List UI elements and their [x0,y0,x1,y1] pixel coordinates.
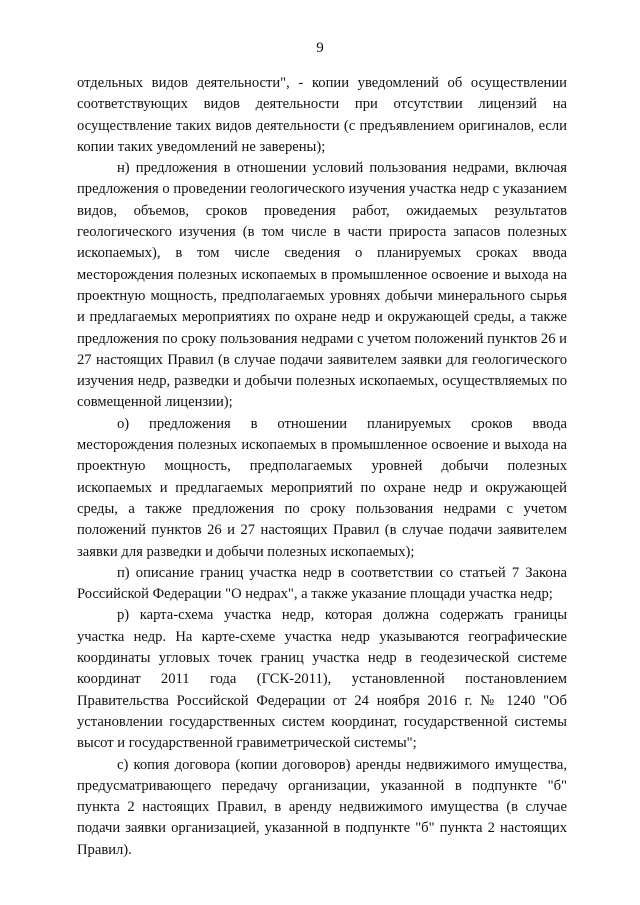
paragraph-item-s: с) копия договора (копии договоров) аренды недвижимого имущества, предусматривающего передачу организации, указанной в подпункте "б" пункта 2 настоящих Правил, в аренду недвижимого имущества (в случае подачи заявки организацией, указанной в подпункте "б" пункта 2 настоящих Правил). [77,756,567,858]
paragraph-continuation: отдельных видов деятельности", - копии уведомлений об осуществлении соответствующих видов деятельности при отсутствии лицензий на осуществление таких видов деятельности (с предъявлением оригиналов, если копии таких уведомлений не заверены); [77,75,567,155]
paragraph-item-p: п) описание границ участка недр в соответствии со статьей 7 Закона Российской Федерации "О недрах", а также указание площади участка недр; [77,564,567,603]
paragraph-item-n: н) предложения в отношении условий пользования недрами, включая предложения о проведении геологического изучения участка недр с указанием видов, объемов, сроков проведения работ, ожидаемых результатов геологического изучения (в том числе в части прироста запасов полезных ископаемых), в том числе сведения о планируемых сроках ввода месторождения полезных ископаемых в промышленное освоение и выхода на проектную мощность, предполагаемых уровнях добычи минерального сырья и предлагаемых мероприятиях по охране недр и окружающей среды, а также предложения по сроку пользования недрами с учетом положений пунктов 26 и 27 настоящих Правил (в случае подачи заявителем заявки для геологического изучения недр, разведки и добычи полезных ископаемых, осуществляемых по совмещенной лицензии); [77,160,567,411]
paragraph-item-o: о) предложения в отношении планируемых сроков ввода месторождения полезных ископаемых в промышленное освоение и выхода на проектную мощность, предполагаемых уровней добычи полезных ископаемых и предлагаемых мероприятий по охране недр и окружающей среды, а также предложения по сроку пользования недрами с учетом положений пунктов 26 и 27 настоящих Правил (в случае подачи заявителем заявки для разведки и добычи полезных ископаемых); [77,415,567,560]
document-body [77,73,567,861]
page-number: 9 [316,40,324,56]
paragraph-item-r: р) карта-схема участка недр, которая должна содержать границы участка недр. На карте-схеме участка недр указываются географические координаты угловых точек границ участка недр в геодезической системе координат 2011 года (ГСК-2011), установленной постановлением Правительства Российской Федерации от 24 ноября 2016 г. № 1240 "Об установлении государственных систем координат, государственной системы высот и государственной гравиметрической системы"; [77,607,567,752]
